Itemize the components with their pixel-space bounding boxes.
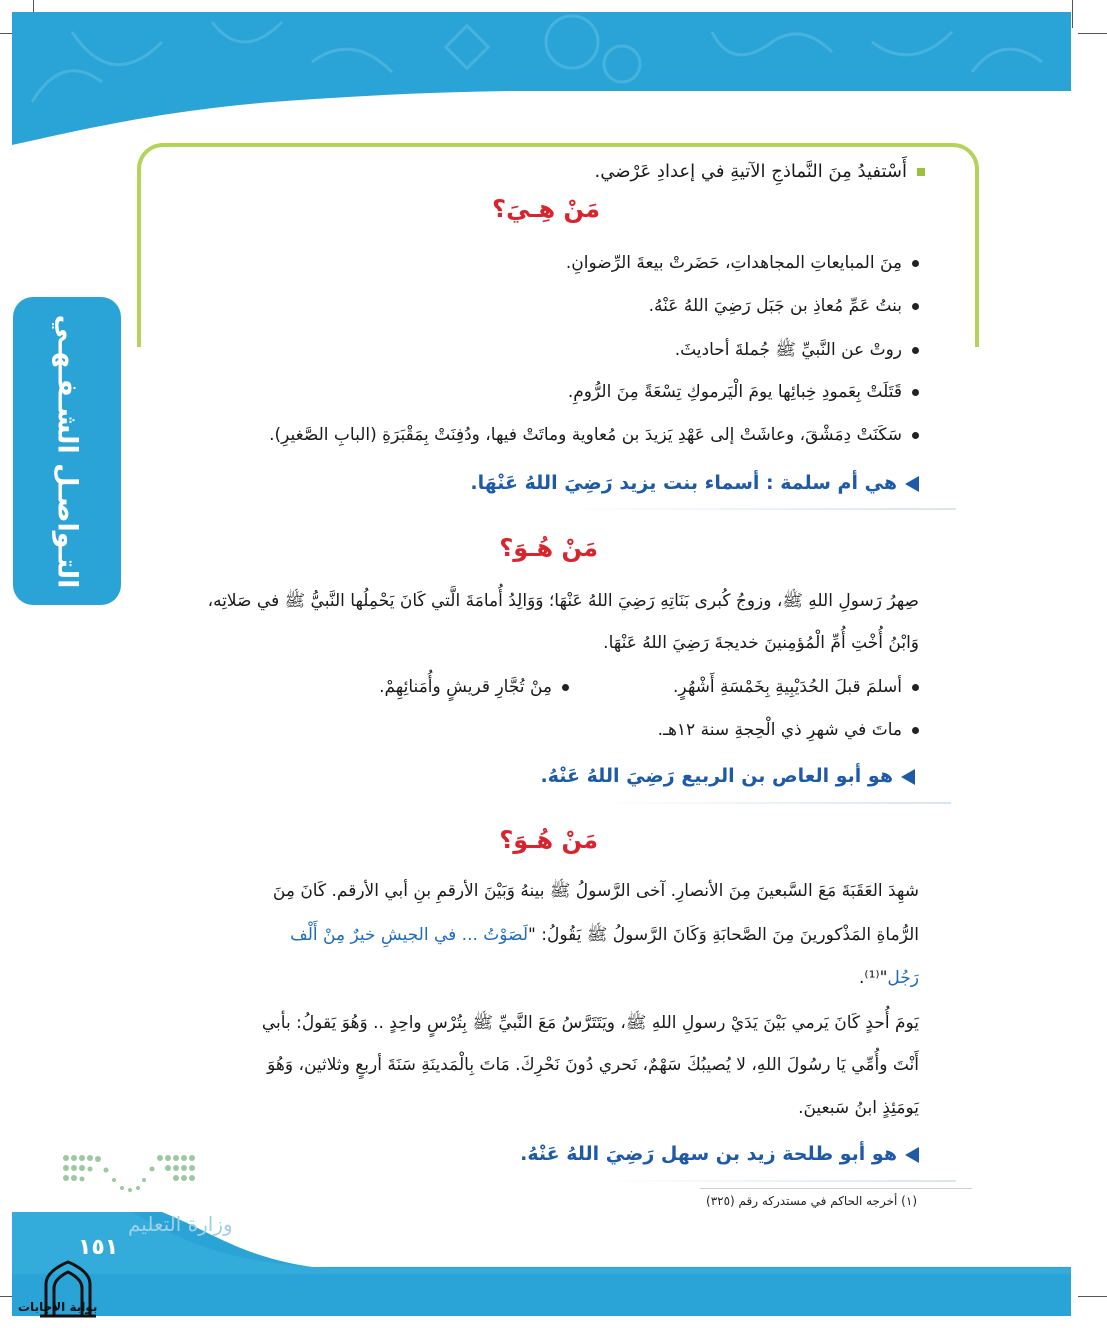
paragraph-line [290,924,919,949]
bullet-icon [912,684,919,691]
list-item-text: روتْ عن النَّبيِّ ﷺ جُملةَ أحاديثَ. [674,340,902,360]
bullet-icon [912,432,919,439]
bullet-icon [912,727,919,734]
list-item-text: سَكَنَتْ دِمَشْقَ، وعاشَتْ إلى عَهْدِ يَزيدَ بن مُعاوية وماتَتْ فيها، ودُفِنَتْ بِمَقْبَرَةِ (البابِ الصَّغيرِ). [269,425,902,445]
arrow-left-icon [905,1147,919,1163]
answer-underline [595,802,951,804]
intro-line [595,161,925,182]
list-item-text: أسلمَ قبلَ الحُدَيْبِيةِ بِخَمْسَةِ أَشْهُرٍ. [673,677,902,697]
paragraph-line: أَنْتَ وأُمِّي يَا رسُولَ اللهِ، لا يُصيبُكَ سَهْمٌ، نَحري دُونَ نَحْرِكَ. مَاتَ بِالْمَدينَةِ سَنَةَ أربعٍ وثلاثين، وَهُوَ [267,1055,919,1075]
section1-answer [470,472,919,494]
watermark-text: بوابة الإجابات [18,1300,98,1314]
list-item [566,253,919,273]
intro-text: أَسْتفيدُ مِنَ النَّماذجِ الآتيةِ في إعدادِ عَرْضي. [594,161,907,182]
list-item [658,720,919,740]
answer-underline [600,1180,956,1182]
paragraph-line: وَابْنُ أُخْتِ أُمِّ الْمُؤمِنينَ خديجةَ رَضِيَ اللهُ عَنْهَا. [603,633,919,653]
page-number: ١٥١ [78,1235,119,1260]
quote-text: رَجُل [887,968,919,988]
bullet-icon [912,389,919,396]
ministry-name: وزارة التعليم [128,1212,233,1236]
quote-end: "⁽¹⁾. [858,968,888,988]
footnote-rule [700,1188,972,1189]
list-item [568,382,919,402]
square-bullet-icon [917,168,925,176]
answer-underline [560,508,956,510]
list-item-text: ماتَ في شهرِ ذي الْحِجةِ سنة ١٢هـ. [657,720,902,740]
list-item [269,425,919,445]
header-band [12,12,1071,145]
list-item-text: مِنْ تُجَّارِ قريشٍ وأُمَنائِهِمْ. [379,677,552,697]
list-item-text: قَتَلَتْ بِعَمودِ خِبائِها يومَ الْيَرموكِ تِسْعَةً مِنَ الرُّومِ. [567,382,902,402]
list-item-text: مِنَ المبايعاتِ المجاهداتِ، حَضَرتْ بيعةَ الرِّضوانِ. [565,253,902,273]
list-item-text: بنتُ عَمِّ مُعاذِ بن جَبَل رَضِيَ اللهُ عَنْهُ. [648,296,902,316]
paragraph-line: شهِدَ العَقَبَةَ مَعَ السَّبعينَ مِنَ الأنصارِ. آخى الرَّسولُ ﷺ بينهُ وَبَيْنَ الأرقمِ بنِ أبي الأرقم. كَانَ مِنَ [272,881,919,901]
section2-heading: مَنْ هُـوَ؟ [499,534,598,562]
section3-heading: مَنْ هُـوَ؟ [499,826,598,854]
bullet-icon [562,684,569,691]
section3-answer [520,1143,919,1165]
paragraph-line: يَومَئِذٍ ابنُ سَبعينَ. [798,1098,919,1118]
bullet-icon [912,303,919,310]
side-tab-label: التـواصـل الشـفـهـي [51,314,83,588]
quote-lead: الرُّماةِ المَذْكورينَ مِنَ الصَّحابَةِ وَكَانَ الرَّسولُ ﷺ يَقُولُ: " [528,925,919,945]
list-item [379,677,569,697]
quote-text: لَصَوْتُ ... في الجيشِ خيرٌ مِنْ أَلْف [290,925,529,945]
answer-text: هي أم سلمة : أسماء بنت يزيد رَضِيَ اللهُ عَنْهَا. [470,472,897,494]
arrow-left-icon [901,769,915,785]
list-item [649,296,919,316]
footnote: (١) أخرجه الحاكم في مستدركه رقم (٣٢٥) [706,1194,917,1208]
list-item [675,339,919,364]
paragraph-line: صِهرُ رَسولِ اللهِ ﷺ، وزوجُ كُبرى بَنَاتِهِ رَضِيَ اللهُ عَنْهَا؛ وَوَالِدُ أُمامَةَ الَّتي كَانَ يَحْمِلُها النَّبيُّ ﷺ في صَلاتِه، [207,591,919,611]
ministry-logo-icon [60,1150,200,1196]
arrow-left-icon [905,476,919,492]
paragraph-line: يَومَ أُحدٍ كَانَ يَرمي بَيْنَ يَدَيْ رسولِ اللهِ ﷺ، ويَتَتَرَّسُ مَعَ النَّبيِّ ﷺ بِتُرْسٍ واحِدٍ .. وَهُوَ يَقولُ: بأبي [261,1013,919,1033]
answer-text: هو أبو طلحة زيد بن سهل رَضِيَ اللهُ عَنْهُ. [520,1143,897,1165]
section-side-tab [13,297,121,605]
section2-answer [540,765,915,787]
answer-text: هو أبو العاص بن الربيع رَضِيَ اللهُ عَنْهُ. [540,765,893,787]
paragraph-line [859,968,919,988]
list-item [673,677,919,697]
bullet-icon [912,347,919,354]
bullet-icon [912,260,919,267]
section1-heading: مَنْ هِـيَ؟ [492,195,600,223]
